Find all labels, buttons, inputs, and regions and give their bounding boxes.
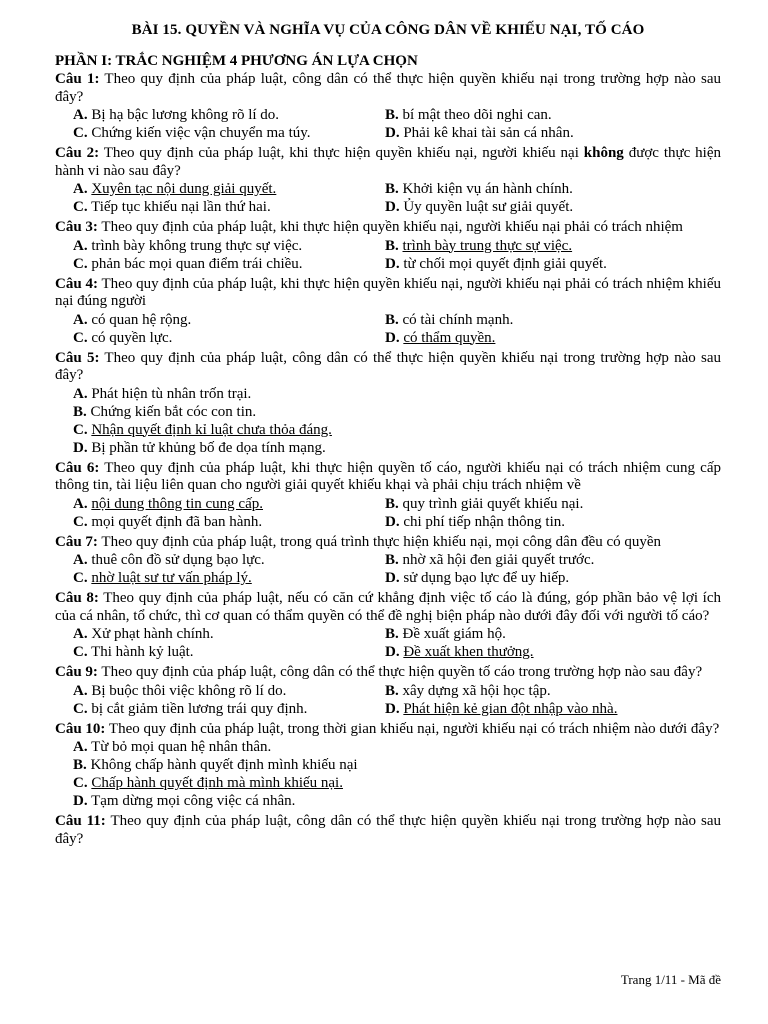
option-label: B. <box>385 311 399 328</box>
question-text: Theo quy định của pháp luật, trong thời gian khiếu nại, người khiếu nại có trách nhiệm nào dưới đây? <box>105 720 720 737</box>
option-b <box>73 756 721 774</box>
option-text: Chứng kiến bắt cóc con tin. <box>90 403 257 420</box>
option-text: mọi quyết định đã ban hành. <box>91 513 263 530</box>
option-text: Bị phần tử khủng bố đe dọa tính mạng. <box>91 439 326 456</box>
question-2 <box>55 145 721 216</box>
option-label: C. <box>73 644 88 660</box>
option-label: B. <box>385 495 399 512</box>
option-c <box>73 569 385 587</box>
option-row <box>73 237 721 255</box>
question-stem <box>55 813 721 848</box>
question-text: Theo quy định của pháp luật, khi thực hiện quyền khiếu nại, người khiếu nại phải có trách nhiệm <box>97 219 683 235</box>
option-label: A. <box>73 237 88 254</box>
option-row <box>73 551 721 569</box>
question-text: Theo quy định của pháp luật, trong quá trình thực hiện khiếu nại, mọi công dân đều có quyền <box>97 533 662 550</box>
option-text: Xử phạt hành chính. <box>91 626 214 642</box>
option-text: có quyền lực. <box>91 329 173 346</box>
option-c <box>73 643 385 661</box>
option-text: Bị hạ bậc lương không rõ lí do. <box>91 107 280 123</box>
option-label: D. <box>385 570 400 586</box>
option-label: A. <box>73 739 88 755</box>
page-footer: Trang 1/11 - Mã đề <box>620 972 721 987</box>
option-c <box>73 329 385 347</box>
option-a <box>73 738 721 756</box>
question-8 <box>55 590 721 661</box>
question-10 <box>55 721 721 811</box>
option-row <box>73 255 721 273</box>
option-a <box>73 311 385 329</box>
option-label: B. <box>73 403 87 420</box>
option-text: Phải kê khai tài sản cá nhân. <box>403 125 574 141</box>
question-1 <box>55 71 721 142</box>
question-7 <box>55 534 721 588</box>
option-text: sử dụng bạo lực để uy hiếp. <box>403 570 570 586</box>
question-number: Câu 11: <box>55 813 106 829</box>
option-d <box>385 124 574 142</box>
question-emphasis: không <box>583 145 624 161</box>
question-6 <box>55 460 721 531</box>
option-text-answer: Nhận quyết định kỉ luật chưa thỏa đáng. <box>91 421 332 438</box>
option-label: A. <box>73 682 88 699</box>
option-label: D. <box>73 439 88 456</box>
option-c <box>73 198 385 216</box>
question-stem <box>55 145 721 180</box>
option-b <box>73 403 721 421</box>
option-label: A. <box>73 626 88 642</box>
question-text-end: được thực hiện hành vi nào sau đây? <box>55 145 722 179</box>
option-a <box>73 495 385 513</box>
option-c <box>73 255 385 273</box>
question-text: Theo quy định của pháp luật, công dân có thể thực hiện quyền khiếu nại trong trường hợp nào sau đây? <box>55 71 721 105</box>
option-a <box>73 682 385 700</box>
question-text: Theo quy định của pháp luật, nếu có căn cứ khẳng định việc tố cáo là đúng, góp phần bảo vệ lợi ích của cá nhân, tổ chức, thì cơ quan có thẩm quyền có thể đề nghị biện pháp nào dưới đây đối với người tố cáo? <box>55 590 721 624</box>
option-text-answer: có thẩm quyền. <box>403 329 496 346</box>
options <box>55 106 721 142</box>
question-number: Câu 4: <box>55 275 98 292</box>
options <box>55 682 721 718</box>
option-a <box>73 180 385 198</box>
option-label: C. <box>73 421 88 438</box>
options <box>55 311 721 347</box>
question-9 <box>55 664 721 718</box>
option-row <box>73 198 721 216</box>
option-text: Ủy quyền luật sư giải quyết. <box>403 199 574 215</box>
question-text: Theo quy định của pháp luật, khi thực hiện quyền khiếu nại, người khiếu nại <box>99 145 584 161</box>
section-heading: PHẦN I: TRẮC NGHIỆM 4 PHƯƠNG ÁN LỰA CHỌN <box>55 53 418 69</box>
option-d <box>73 792 721 810</box>
options <box>55 551 721 587</box>
option-text-answer: Phát hiện kẻ gian đột nhập vào nhà. <box>403 700 618 717</box>
question-number: Câu 5: <box>55 349 100 366</box>
option-text: Không chấp hành quyết định mình khiếu nại <box>90 757 358 773</box>
option-text: bị cắt giảm tiền lương trái quy định. <box>91 700 308 717</box>
option-a <box>73 385 721 403</box>
option-d <box>73 439 721 457</box>
option-text: thuê côn đồ sử dụng bạo lực. <box>91 552 265 568</box>
option-label: D. <box>385 125 400 141</box>
option-b <box>385 551 594 569</box>
option-row <box>73 180 721 198</box>
option-row <box>73 682 721 700</box>
option-text: có tài chính mạnh. <box>402 311 514 328</box>
option-d <box>385 198 573 216</box>
option-b <box>385 311 513 329</box>
option-text: Phát hiện tù nhân trốn trại. <box>91 385 252 402</box>
option-row <box>73 311 721 329</box>
option-c <box>73 124 385 142</box>
question-stem <box>55 534 721 552</box>
option-label: B. <box>385 107 399 123</box>
option-a <box>73 625 385 643</box>
option-c <box>73 700 385 718</box>
option-label: A. <box>73 181 88 197</box>
option-label: D. <box>385 700 400 717</box>
options <box>55 385 721 457</box>
option-row <box>73 569 721 587</box>
option-d <box>385 700 617 718</box>
question-number: Câu 2: <box>55 145 100 161</box>
options <box>55 237 721 273</box>
option-text-answer: Xuyên tạc nội dung giải quyết. <box>91 181 277 197</box>
options <box>55 180 721 216</box>
option-label: A. <box>73 495 88 512</box>
option-label: C. <box>73 255 88 272</box>
option-text: trình bày không trung thực sự việc. <box>91 237 303 254</box>
option-d <box>385 513 565 531</box>
option-row <box>73 643 721 661</box>
option-text-answer: trình bày trung thực sự việc. <box>402 237 573 254</box>
question-stem <box>55 460 721 495</box>
option-b <box>385 682 551 700</box>
option-text: quy trình giải quyết khiếu nại. <box>402 495 584 512</box>
option-label: C. <box>73 125 88 141</box>
question-number: Câu 3: <box>55 219 98 235</box>
question-text: Theo quy định của pháp luật, khi thực hiện quyền khiếu nại, người khiếu nại phải có trách nhiệm khiếu nại đúng người <box>55 275 721 309</box>
option-b <box>385 180 573 198</box>
question-text: Theo quy định của pháp luật, công dân có thể thực hiện quyền khiếu nại trong trường hợp nào sau đây? <box>55 813 722 847</box>
options <box>55 625 721 661</box>
option-label: D. <box>73 793 88 809</box>
option-a <box>73 551 385 569</box>
option-text-answer: nhờ luật sư tư vấn pháp lý. <box>91 570 252 586</box>
question-number: Câu 1: <box>55 71 100 87</box>
option-b <box>385 625 506 643</box>
option-label: B. <box>385 682 399 699</box>
option-text: có quan hệ rộng. <box>91 311 192 328</box>
question-stem <box>55 219 721 237</box>
option-label: B. <box>385 552 399 568</box>
option-label: D. <box>385 329 400 346</box>
option-b <box>385 106 552 124</box>
question-4 <box>55 276 721 347</box>
question-stem <box>55 664 721 682</box>
option-label: A. <box>73 552 88 568</box>
question-text: Theo quy định của pháp luật, khi thực hiện quyền tố cáo, người khiếu nại có trách nhiệm cung cấp thông tin, tài liệu liên quan cho người giải quyết khiếu khại và phải chịu trách nhiệm về <box>55 459 721 493</box>
option-label: A. <box>73 311 88 328</box>
option-label: D. <box>385 199 400 215</box>
question-3 <box>55 219 721 273</box>
question-text: Theo quy định của pháp luật, công dân có thể thực hiện quyền khiếu nại trong trường hợp nào sau đây? <box>55 349 721 383</box>
option-a <box>73 237 385 255</box>
option-label: C. <box>73 199 88 215</box>
question-5 <box>55 350 721 457</box>
option-row <box>73 106 721 124</box>
option-text: chi phí tiếp nhận thông tin. <box>403 513 565 530</box>
option-row <box>73 124 721 142</box>
option-label: D. <box>385 644 400 660</box>
option-c <box>73 421 721 439</box>
option-c <box>73 774 721 792</box>
question-stem <box>55 276 721 311</box>
option-text-answer: Đề xuất khen thưởng. <box>403 644 534 660</box>
option-text: Tiếp tục khiếu nại lần thứ hai. <box>91 199 271 215</box>
option-label: D. <box>385 513 400 530</box>
option-label: C. <box>73 700 88 717</box>
option-text: Đề xuất giám hộ. <box>402 626 506 642</box>
option-d <box>385 255 607 273</box>
question-number: Câu 8: <box>55 590 99 606</box>
option-d <box>385 643 534 661</box>
option-row <box>73 495 721 513</box>
option-text: nhờ xã hội đen giải quyết trước. <box>402 552 595 568</box>
option-label: D. <box>385 255 400 272</box>
options <box>55 495 721 531</box>
option-label: C. <box>73 775 88 791</box>
option-label: A. <box>73 107 88 123</box>
question-stem <box>55 721 721 739</box>
question-text: Theo quy định của pháp luật, công dân có thể thực hiện quyền tố cáo trong trường hợp nào sau đây? <box>97 664 703 680</box>
option-text: Khởi kiện vụ án hành chính. <box>402 181 573 197</box>
option-label: C. <box>73 329 88 346</box>
option-text-answer: Chấp hành quyết định mà mình khiếu nại. <box>91 775 343 791</box>
page-title: BÀI 15. QUYỀN VÀ NGHĨA VỤ CỦA CÔNG DÂN VỀ KHIẾU NẠI, TỐ CÁO <box>131 22 645 38</box>
option-a <box>73 106 385 124</box>
option-row <box>73 625 721 643</box>
option-row <box>73 700 721 718</box>
option-b <box>385 495 583 513</box>
question-number: Câu 7: <box>55 533 98 550</box>
question-stem <box>55 590 721 625</box>
question-11 <box>55 813 721 848</box>
option-label: B. <box>385 237 399 254</box>
option-label: B. <box>73 757 87 773</box>
option-text: phản bác mọi quan điểm trái chiều. <box>91 255 303 272</box>
option-label: B. <box>385 626 399 642</box>
question-number: Câu 10: <box>55 720 106 737</box>
option-d <box>385 329 495 347</box>
options <box>55 738 721 810</box>
question-stem <box>55 350 721 385</box>
option-row <box>73 513 721 531</box>
option-label: B. <box>385 181 399 197</box>
question-number: Câu 6: <box>55 459 100 476</box>
option-text-answer: nội dung thông tin cung cấp. <box>91 495 263 512</box>
option-label: A. <box>73 385 88 402</box>
option-label: C. <box>73 570 88 586</box>
option-text: Thi hành kỷ luật. <box>91 644 194 660</box>
option-text: Bị buộc thôi việc không rõ lí do. <box>91 682 287 699</box>
question-number: Câu 9: <box>55 664 98 680</box>
option-text: bí mật theo dõi nghi can. <box>402 107 552 123</box>
option-text: Chứng kiến việc vận chuyển ma túy. <box>91 125 311 141</box>
option-row <box>73 329 721 347</box>
option-d <box>385 569 569 587</box>
option-b <box>385 237 572 255</box>
question-stem <box>55 71 721 106</box>
option-label: C. <box>73 513 88 530</box>
option-text: xây dựng xã hội học tập. <box>402 682 551 699</box>
option-text: từ chối mọi quyết định giải quyết. <box>403 255 607 272</box>
option-text: Tạm dừng mọi công việc cá nhân. <box>91 793 296 809</box>
option-text: Từ bỏ mọi quan hệ nhân thân. <box>91 739 272 755</box>
option-c <box>73 513 385 531</box>
